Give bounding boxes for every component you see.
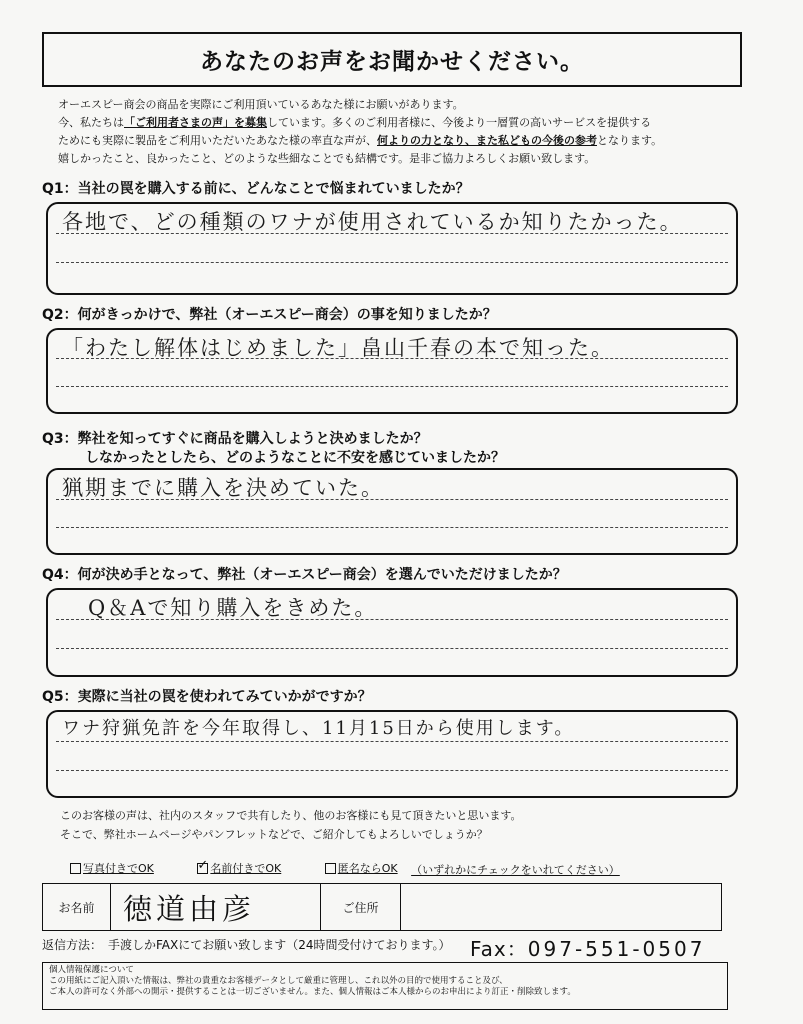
answer-1-handwriting: 各地で、どの種類のワナが使用されているか知りたかった。 bbox=[62, 210, 683, 234]
checkbox-photo-box[interactable] bbox=[70, 863, 81, 874]
question-3-line-1: Q3：弊社を知ってすぐに商品を購入しようと決めましたか？ bbox=[42, 431, 428, 447]
question-2-label: Q2：何がきっかけで、弊社（オーエスピー商会）の事を知りましたか？ bbox=[42, 307, 497, 323]
answer-5-box[interactable] bbox=[46, 710, 738, 798]
question-3-line-2: しなかったとしたら、どのようなことに不安を感じていましたか？ bbox=[85, 450, 505, 466]
answer-2-handwriting: 「わたし解体はじめました」畠山千春の本で知った。 bbox=[62, 336, 614, 360]
answer-5-rule bbox=[56, 770, 728, 771]
checkbox-name-label: 名前付きでOK bbox=[210, 862, 282, 875]
answer-4-rule bbox=[56, 619, 728, 620]
intro-line-3c: となります。 bbox=[597, 134, 663, 147]
answer-5-handwriting: ワナ狩猟免許を今年取得し、11月15日から使用します。 bbox=[62, 718, 575, 739]
privacy-line-2: ご本人の許可なく外部への開示・提供することは一切ございません。また、個人情報はご本人様からのお申出により訂正・削除致します。 bbox=[49, 987, 576, 997]
answer-1-box[interactable] bbox=[46, 202, 738, 295]
page-title: あなたのお声をお聞かせください。 bbox=[42, 32, 742, 87]
checkbox-photo-label: 写真付きでOK bbox=[83, 862, 154, 875]
checkbox-name-box[interactable] bbox=[197, 863, 208, 874]
answer-2-box[interactable] bbox=[46, 328, 738, 414]
question-5-label: Q5：実際に当社の罠を使われてみていかがですか？ bbox=[42, 689, 372, 705]
consent-checkboxes bbox=[70, 860, 620, 878]
return-method: 返信方法： 手渡しかFAXにてお願い致します（24時間受付けております。） bbox=[42, 938, 451, 952]
answer-3-box[interactable] bbox=[46, 468, 738, 555]
intro-text bbox=[58, 96, 758, 168]
intro-line-3a: ためにも実際に製品をご利用いただいたあなた様の率直な声が、 bbox=[58, 134, 377, 147]
privacy-heading: 個人情報保護について bbox=[49, 965, 134, 975]
answer-4-box[interactable] bbox=[46, 588, 738, 677]
answer-3-rule bbox=[56, 527, 728, 528]
answer-2-rule bbox=[56, 358, 728, 359]
fax-label: Fax： bbox=[470, 937, 528, 961]
answer-4-handwriting: Q＆Aで知り購入をきめた。 bbox=[88, 596, 378, 620]
checkbox-instruction: （いずれかにチェックをいれてください） bbox=[411, 863, 620, 877]
checkbox-anonymous-box[interactable] bbox=[325, 863, 336, 874]
fax-info bbox=[470, 933, 705, 962]
intro-line-2 bbox=[58, 114, 758, 132]
checkbox-anonymous-ok[interactable] bbox=[325, 860, 398, 876]
address-field[interactable] bbox=[401, 884, 721, 930]
answer-4-rule bbox=[56, 648, 728, 649]
privacy-notice bbox=[42, 962, 728, 1010]
checkbox-photo-ok[interactable] bbox=[70, 860, 154, 876]
address-label: ご住所 bbox=[321, 884, 401, 930]
name-field[interactable]: 徳道由彦 bbox=[111, 884, 321, 930]
consent-line-2: そこで、弊社ホームページやパンフレットなどで、ご紹介してもよろしいでしょうか？ bbox=[60, 828, 488, 841]
intro-line-1: オーエスピー商会の商品を実際にご利用頂いているあなた様にお願いがあります。 bbox=[58, 98, 464, 111]
intro-highlight-2: 何よりの力となり、また私どもの今後の参考 bbox=[377, 134, 597, 147]
privacy-line-1: この用紙にご記入頂いた情報は、弊社の貴重なお客様データとして厳重に管理し、これ以外の目的で使用すること及び、 bbox=[49, 976, 508, 986]
answer-3-handwriting: 猟期までに購入を決めていた。 bbox=[62, 476, 384, 500]
answer-1-rule bbox=[56, 233, 728, 234]
intro-highlight-1: 「ご利用者さまの声」を募集 bbox=[124, 116, 267, 129]
intro-line-2c: しています。多くのご利用者様に、今後より一層質の高いサービスを提供する bbox=[267, 116, 652, 129]
name-address-table bbox=[42, 883, 722, 931]
question-1-label: Q1：当社の罠を購入する前に、どんなことで悩まれていましたか？ bbox=[42, 181, 470, 197]
answer-3-rule bbox=[56, 499, 728, 500]
name-label: お名前 bbox=[43, 884, 111, 930]
question-3-label bbox=[42, 430, 505, 468]
intro-line-2a: 今、私たちは bbox=[58, 116, 124, 129]
answer-1-rule bbox=[56, 262, 728, 263]
answer-2-rule bbox=[56, 386, 728, 387]
intro-line-4: 嬉しかったこと、良かったこと、どのような些細なことでも結構です。是非ご協力よろしくお願い致します。 bbox=[58, 152, 596, 165]
consent-text bbox=[60, 806, 521, 844]
consent-line-1: このお客様の声は、社内のスタッフで共有したり、他のお客様にも見て頂きたいと思います。 bbox=[60, 809, 522, 822]
question-4-label: Q4：何が決め手となって、弊社（オーエスピー商会）を選んでいただけましたか？ bbox=[42, 567, 567, 583]
checkbox-name-ok[interactable] bbox=[197, 860, 281, 876]
answer-5-rule bbox=[56, 741, 728, 742]
fax-number: 097-551-0507 bbox=[527, 937, 706, 961]
intro-line-3 bbox=[58, 132, 758, 150]
checkbox-anonymous-label: 匿名ならOK bbox=[337, 862, 398, 875]
